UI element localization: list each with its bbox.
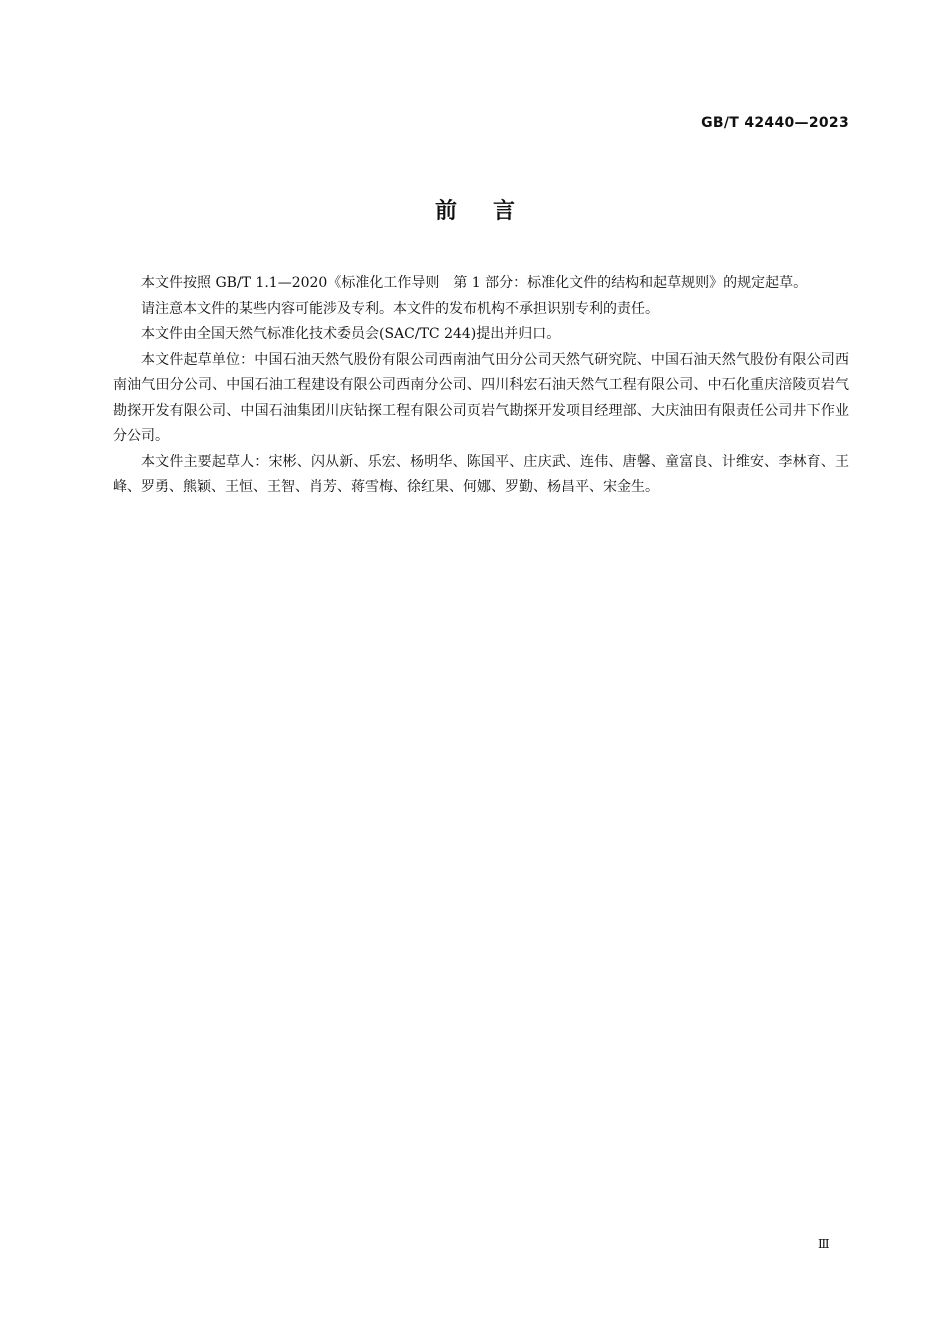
page-title: 前言 — [434, 199, 551, 224]
paragraph-drafters: 本文件主要起草人：宋彬、闪从新、乐宏、杨明华、陈国平、庄庆武、连伟、唐馨、童富良、计维安、李林育、王峰、罗勇、熊颖、王恒、王智、肖芳、蒋雪梅、徐红果、何娜、罗勤、杨昌平、宋金生。 — [113, 453, 849, 495]
paragraph-drafting-units: 本文件起草单位：中国石油天然气股份有限公司西南油气田分公司天然气研究院、中国石油天然气股份有限公司西南油气田分公司、中国石油工程建设有限公司西南分公司、四川科宏石油天然气工程有限公司、中石化重庆涪陵页岩气勘探开发有限公司、中国石油集团川庆钻探工程有限公司页岩气勘探开发项目经理部、大庆油田有限责任公司井下作业分公司。 — [113, 351, 849, 444]
paragraph-proposer: 本文件由全国天然气标准化技术委员会(SAC/TC 244)提出并归口。 — [141, 326, 561, 342]
foreword-body — [113, 271, 849, 501]
paragraph-patent-notice: 请注意本文件的某些内容可能涉及专利。本文件的发布机构不承担识别专利的责任。 — [141, 300, 659, 317]
document-code: GB/T 42440—2023 — [701, 115, 849, 131]
page-number: Ⅲ — [818, 1237, 830, 1251]
paragraph-drafting-rules: 本文件按照 GB/T 1.1—2020《标准化工作导则 第 1 部分：标准化文件的结构和起草规则》的规定起草。 — [141, 275, 808, 291]
